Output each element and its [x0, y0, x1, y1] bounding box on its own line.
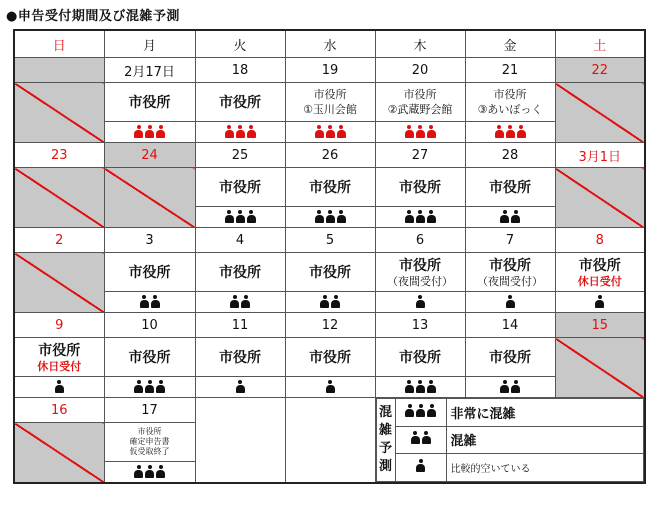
date-cell: 7: [465, 228, 555, 253]
venue-sub-label: ③あいぽっく: [477, 103, 543, 116]
crowd-indicator: [416, 295, 425, 308]
venue-label: 市役所: [399, 258, 441, 274]
date-cell: 19: [285, 58, 375, 83]
crowd-indicator: [326, 380, 335, 393]
person-icon: [427, 404, 436, 417]
date-cell: 2月17日: [104, 58, 195, 83]
provisional-receipt-end-label: 仮受取終了: [129, 447, 170, 456]
venue-label: 市役所: [489, 350, 531, 366]
person-icon: [145, 465, 154, 478]
person-icon: [326, 380, 335, 393]
holiday-reception-label: 休日受付: [37, 360, 82, 373]
crowd-legend: [375, 398, 645, 484]
date-cell: 26: [285, 143, 375, 168]
person-icon: [416, 295, 425, 308]
weekday-sat: 土: [555, 30, 645, 58]
closed-day-cell: [14, 168, 104, 228]
person-icon: [427, 380, 436, 393]
legend-table: [376, 398, 645, 482]
closed-day-cell: [104, 168, 195, 228]
night-reception-label: （夜間受付）: [477, 275, 543, 288]
person-icon: [506, 295, 515, 308]
person-icon: [511, 210, 520, 223]
weekday-sun: 日: [14, 30, 104, 58]
crowd-indicator: [500, 380, 520, 393]
date-cell: 14: [465, 313, 555, 338]
person-icon: [236, 125, 245, 138]
person-icon: [337, 125, 346, 138]
person-icon: [241, 295, 250, 308]
weekday-mon: 月: [104, 30, 195, 58]
week2-date-row: [14, 143, 645, 168]
empty-cell: [195, 398, 285, 484]
person-icon: [416, 210, 425, 223]
closed-day-cell: [555, 83, 645, 143]
person-icon: [416, 125, 425, 138]
venue-label: 市役所: [403, 88, 437, 101]
person-icon: [236, 380, 245, 393]
weekday-fri: 金: [465, 30, 555, 58]
person-icon: [405, 380, 414, 393]
person-icon: [427, 210, 436, 223]
week4-place-row: [14, 338, 645, 377]
crowd-indicator: [405, 125, 436, 138]
calendar-table: [13, 29, 646, 484]
venue-label: 市役所: [128, 350, 171, 366]
legend-high-indicator: [405, 404, 436, 417]
venue-label: 市役所: [219, 350, 261, 366]
person-icon: [315, 125, 324, 138]
venue-label: 市役所: [38, 343, 81, 359]
person-icon: [134, 380, 143, 393]
week1-date-row: [14, 58, 645, 83]
person-icon: [156, 465, 165, 478]
venue-label: 市役所: [128, 95, 171, 111]
week1-crowd-row: [14, 122, 645, 143]
crowd-indicator: [55, 380, 64, 393]
crowd-indicator: [320, 295, 340, 308]
person-icon: [225, 125, 234, 138]
date-cell: 6: [375, 228, 465, 253]
empty-cell: [285, 398, 375, 484]
night-reception-label: （夜間受付）: [387, 275, 453, 288]
week3-place-row: [14, 253, 645, 292]
date-cell-holiday: 2: [14, 228, 104, 253]
person-icon: [230, 295, 239, 308]
person-icon: [337, 210, 346, 223]
venue-label: 市役所: [399, 180, 441, 196]
week2-place-row: [14, 168, 645, 207]
venue-label: 市役所: [399, 350, 441, 366]
date-cell: 12: [285, 313, 375, 338]
venue-label: 市役所: [219, 265, 261, 281]
person-icon: [145, 380, 154, 393]
person-icon: [140, 295, 149, 308]
person-icon: [500, 380, 509, 393]
date-cell-holiday: 22: [555, 58, 645, 83]
person-icon: [422, 431, 431, 444]
date-cell: 10: [104, 313, 195, 338]
person-icon: [331, 295, 340, 308]
date-cell-holiday: 15: [555, 313, 645, 338]
crowd-indicator: [495, 125, 526, 138]
person-icon: [236, 210, 245, 223]
venue-sub-label: ②武蔵野会館: [387, 103, 453, 116]
crowd-indicator: [595, 295, 604, 308]
date-cell: 21: [465, 58, 555, 83]
legend-char: 予: [378, 441, 392, 456]
crowd-indicator: [140, 295, 160, 308]
date-cell-empty: [14, 58, 104, 83]
person-icon: [55, 380, 64, 393]
closed-day-cell: [14, 83, 104, 143]
venue-label: 市役所: [309, 180, 351, 196]
date-cell: 27: [375, 143, 465, 168]
person-icon: [134, 125, 143, 138]
crowd-indicator: [236, 380, 245, 393]
person-icon: [326, 210, 335, 223]
date-cell: 11: [195, 313, 285, 338]
holiday-reception-label: 休日受付: [577, 275, 622, 288]
legend-high-label: 非常に混雑: [446, 399, 644, 427]
date-cell-holiday: 9: [14, 313, 104, 338]
crowd-indicator: [405, 210, 436, 223]
person-icon: [225, 210, 234, 223]
date-cell: 28: [465, 143, 555, 168]
venue-label: 市役所: [493, 88, 527, 101]
venue-label: 市役所: [309, 265, 351, 281]
date-cell: 13: [375, 313, 465, 338]
date-cell: 18: [195, 58, 285, 83]
person-icon: [156, 380, 165, 393]
person-icon: [427, 125, 436, 138]
person-icon: [320, 295, 329, 308]
person-icon: [506, 125, 515, 138]
date-cell: 4: [195, 228, 285, 253]
venue-label: 市役所: [489, 258, 531, 274]
venue-label: 市役所: [309, 350, 351, 366]
closed-day-cell: [14, 423, 104, 484]
legend-char: 混: [378, 405, 392, 420]
person-icon: [511, 380, 520, 393]
date-cell-holiday: 24: [104, 143, 195, 168]
week1-place-row: [14, 83, 645, 122]
crowd-indicator: [506, 295, 515, 308]
legend-mid-label: 混雑: [446, 426, 644, 454]
person-icon: [595, 295, 604, 308]
tax-return-label: 確定申告書: [129, 437, 170, 446]
venue-label: 市役所: [578, 258, 621, 274]
person-icon: [416, 380, 425, 393]
legend-low-indicator: [416, 459, 425, 472]
venue-label: 市役所: [219, 180, 261, 196]
crowd-indicator: [134, 125, 165, 138]
weekday-header-row: [14, 30, 645, 58]
person-icon: [517, 125, 526, 138]
person-icon: [326, 125, 335, 138]
venue-label: 市役所: [219, 95, 261, 111]
crowd-indicator: [315, 210, 346, 223]
legend-vertical-label: [376, 399, 395, 482]
person-icon: [151, 295, 160, 308]
closed-day-cell: [555, 168, 645, 228]
date-cell: 17: [104, 398, 195, 423]
week3-date-row: [14, 228, 645, 253]
legend-low-label: 比較的空いている: [446, 454, 644, 482]
person-icon: [500, 210, 509, 223]
person-icon: [247, 125, 256, 138]
person-icon: [405, 125, 414, 138]
date-cell-holiday: 16: [14, 398, 104, 423]
week3-crowd-row: [14, 292, 645, 313]
venue-label: 市役所: [137, 427, 162, 436]
closed-day-cell: [555, 338, 645, 398]
crowd-indicator: [225, 125, 256, 138]
crowd-indicator: [134, 465, 165, 478]
person-icon: [156, 125, 165, 138]
week5-date-row: [14, 398, 645, 423]
person-icon: [247, 210, 256, 223]
crowd-indicator: [405, 380, 436, 393]
weekday-wed: 水: [285, 30, 375, 58]
weekday-tue: 火: [195, 30, 285, 58]
page-title: ●申告受付期間及び混雑予測: [6, 9, 180, 24]
date-cell: 5: [285, 228, 375, 253]
person-icon: [416, 459, 425, 472]
venue-sub-label: ①玉川会館: [303, 103, 357, 116]
person-icon: [145, 125, 154, 138]
venue-label: 市役所: [489, 180, 531, 196]
legend-char: 雑: [378, 423, 392, 438]
legend-char: 測: [378, 459, 392, 474]
legend-mid-indicator: [411, 431, 431, 444]
crowd-indicator: [230, 295, 250, 308]
crowd-indicator: [500, 210, 520, 223]
person-icon: [411, 431, 420, 444]
person-icon: [416, 404, 425, 417]
week4-date-row: [14, 313, 645, 338]
crowd-indicator: [225, 210, 256, 223]
date-cell: 20: [375, 58, 465, 83]
venue-label: 市役所: [313, 88, 347, 101]
person-icon: [405, 404, 414, 417]
weekday-thu: 木: [375, 30, 465, 58]
person-icon: [134, 465, 143, 478]
person-icon: [405, 210, 414, 223]
week4-crowd-row: [14, 377, 645, 398]
crowd-indicator: [315, 125, 346, 138]
date-cell: 3: [104, 228, 195, 253]
crowd-indicator: [134, 380, 165, 393]
date-cell-holiday: 23: [14, 143, 104, 168]
venue-label: 市役所: [128, 265, 171, 281]
person-icon: [315, 210, 324, 223]
date-cell-holiday: 8: [555, 228, 645, 253]
date-cell: 25: [195, 143, 285, 168]
closed-day-cell: [14, 253, 104, 313]
person-icon: [495, 125, 504, 138]
date-cell-holiday: 3月1日: [555, 143, 645, 168]
